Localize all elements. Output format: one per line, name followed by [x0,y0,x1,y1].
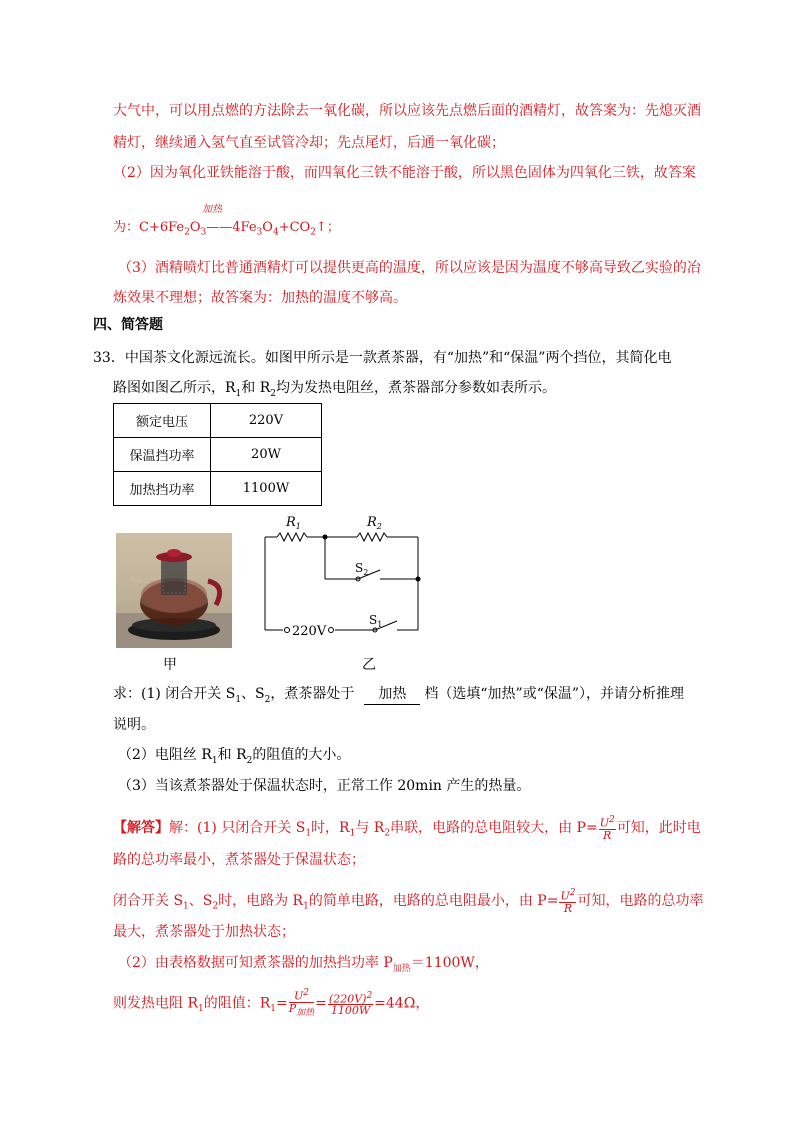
formula-fraction: $\frac{U^2}{R}$ [560,888,576,915]
fill-answer: 加热 [364,684,420,705]
answer-line-1: 【解答】解：(1) 只闭合开关 $S_1$时，$R_1$与 $R_2$串联，电路的总电阻较大，由 P= $\frac{U^2}{R}$ 可知，此时电 [113,815,701,842]
question-line-2: 路图如图乙所示，$R_1$和 $R_2$均为发热电阻丝，煮茶器部分参数如表所示。 [113,380,557,399]
tea-maker-illustration [116,533,232,648]
ask-part-2: （2）电阻丝 $R_1$和 $R_2$的阻值的大小。 [118,747,351,766]
table-row [114,438,322,472]
answer-line-2: 路的总功率最小，煮茶器处于保温状态； [113,852,365,868]
answer-line-6: 则发热电阻 $R_1$的阻值：$R_1=$ $\frac{U^2}{P_{加热}}$ = $\frac{(220V)^2}{1100W}$ =44Ω， [113,988,430,1018]
label-voltage: 220V [292,624,327,639]
reaction-equation: 为：$C+6Fe_2O_3——4Fe_3O_4+CO_2↑$； [113,220,340,238]
prev-line-2: 精灯，继续通入氢气直至试管冷却；先点尾灯，后通一氧化碳； [113,135,505,151]
prev-line-3: （2）因为氧化亚铁能溶于酸，而四氧化三铁不能溶于酸，所以黑色固体为四氧化三铁，故答案 [113,165,696,181]
prev-line-6: 炼效果不理想；故答案为：加热的温度不够高。 [113,290,407,306]
table-cell-key: 额定电压 [114,404,211,438]
table-cell-key: 保温挡功率 [114,438,211,472]
label-r1: $R_1$ [286,515,301,531]
ask-line-2: 说明。 [113,717,155,733]
circuit-diagram [255,510,435,645]
formula-fraction: $\frac{U^2}{P_{加热}}$ [288,988,315,1018]
figure-label-a: 甲 [163,657,177,673]
table-row [114,404,322,438]
parameter-table [113,403,322,506]
table-cell-key: 加热挡功率 [114,472,211,506]
table-row [114,472,322,506]
table-cell-value: 1100W [211,472,322,506]
answer-line-5: （2）由表格数据可知煮茶器的加热挡功率 $P_{加热}=1100W$， [118,955,489,974]
label-r2: $R_2$ [367,515,382,531]
section-title: 四、简答题 [93,317,163,333]
table-cell-value: 220V [211,404,322,438]
label-s2: $S_2$ [355,561,369,577]
label-s1: $S_1$ [369,613,383,629]
prev-line-5: （3）酒精喷灯比普通酒精灯可以提供更高的温度，所以应该是因为温度不够高导致乙实验的冶 [118,260,701,276]
formula-fraction: $\frac{(220V)^2}{1100W}$ [328,990,373,1018]
reaction-condition: 加热 [202,204,222,215]
ask-part-3: （3）当该煮茶器处于保温状态时，正常工作 20min 产生的热量。 [118,778,531,794]
formula-fraction: $\frac{U^2}{R}$ [599,815,615,842]
ask-line-1: 求：(1) 闭合开关 $S_1$、$S_2$，煮茶器处于 加热 档（选填“加热”或“保温”），并请分析推理 [113,686,685,705]
answer-line-4: 最大，煮茶器处于加热状态； [113,924,295,940]
figure-label-b: 乙 [362,657,376,673]
answer-tag: 【解答】 [113,819,169,836]
prev-line-1: 大气中，可以用点燃的方法除去一氧化碳，所以应该先点燃后面的酒精灯，故答案为：先熄灭酒 [113,103,701,119]
answer-line-3: 闭合开关 $S_1$、$S_2$时，电路为 $R_1$的简单电路，电路的总电阻最小，由 P= $\frac{U^2}{R}$ 可知，电路的总功率 [113,888,704,915]
question-line-1: 33．中国茶文化源远流长。如图甲所示是一款煮茶器，有“加热”和“保温”两个挡位，其简化电 [93,350,672,366]
table-cell-value: 20W [211,438,322,472]
tea-maker-photo [116,533,232,648]
